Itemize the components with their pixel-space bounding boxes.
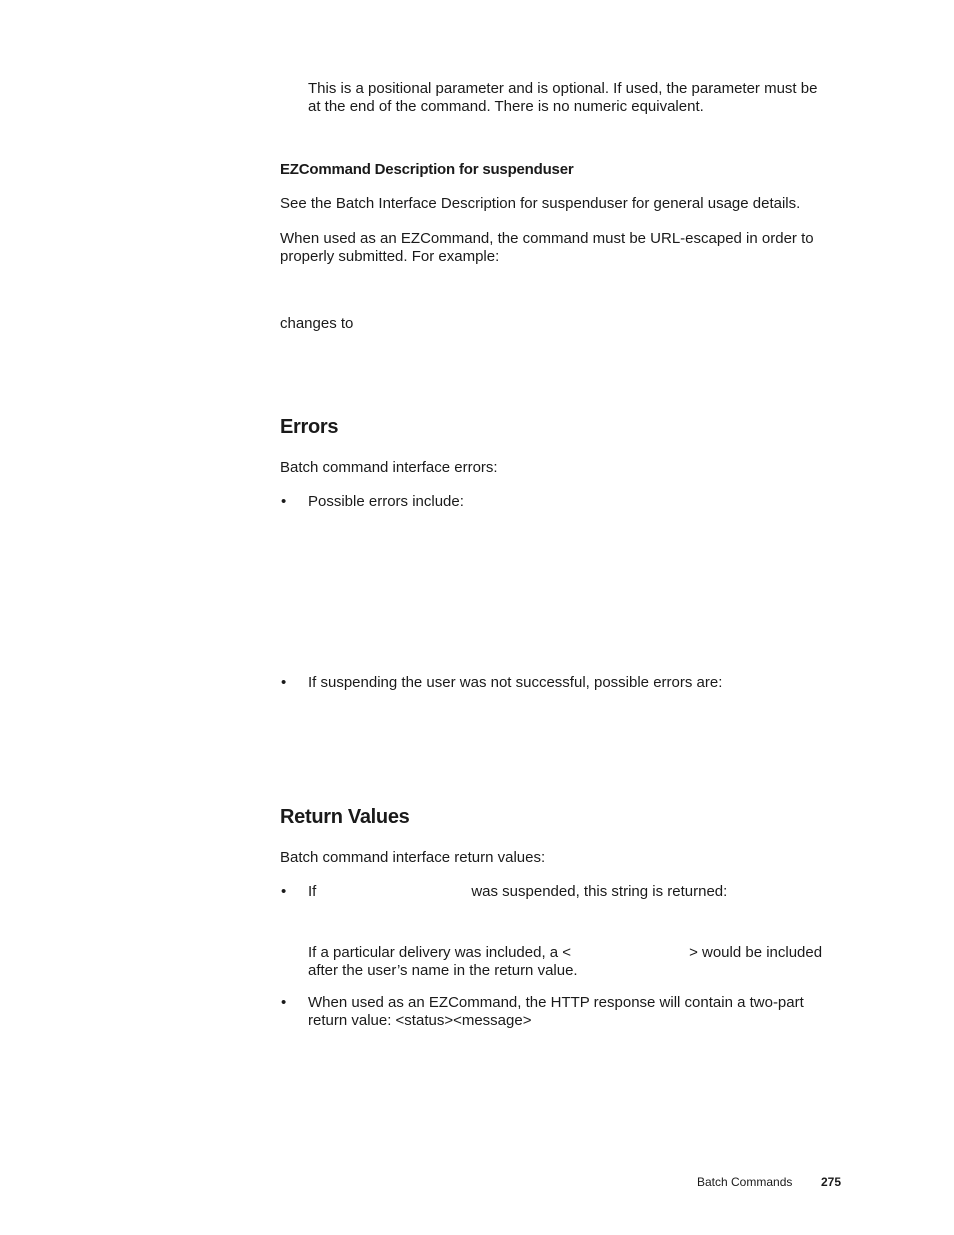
ezcommand-paragraph-2 [280, 230, 845, 266]
errors-bullet-1: • [281, 493, 287, 510]
errors-heading: Errors [280, 416, 339, 438]
errors-intro: Batch command interface errors: [280, 459, 498, 476]
note-line-2: at the end of the command. There is no numeric equivalent. [308, 98, 704, 115]
delivery-note-end: > would be included [689, 944, 823, 961]
return-item-2-line-1: When used as an EZCommand, the HTTP response will contain a two-part [308, 994, 804, 1011]
delivery-note-start: If a particular delivery was included, a < [308, 944, 572, 961]
delivery-note [308, 944, 845, 980]
errors-bullet-2: • [281, 674, 287, 691]
return-bullet-1: • [281, 883, 287, 900]
paragraph-2-line-1: When used as an EZCommand, the command must be URL-escaped in order to [280, 230, 814, 247]
ezcommand-paragraph-1: See the Batch Interface Description for suspenduser for general usage details. [280, 195, 801, 212]
return-item-1-end: was suspended, this string is returned: [471, 883, 728, 900]
return-item-2 [308, 994, 845, 1030]
note-line-1: This is a positional parameter and is optional. If used, the parameter must be [308, 80, 818, 97]
changes-to-text: changes to [280, 315, 354, 332]
errors-item-2: If suspending the user was not successful, possible errors are: [308, 674, 723, 691]
paragraph-2-line-2: properly submitted. For example: [280, 248, 500, 265]
errors-item-1: Possible errors include: [308, 493, 464, 510]
return-values-heading: Return Values [280, 806, 410, 828]
delivery-note-line-2: after the user’s name in the return value. [308, 962, 578, 979]
return-item-1 [308, 883, 845, 901]
return-values-intro: Batch command interface return values: [280, 849, 546, 866]
positional-parameter-note [308, 80, 845, 116]
return-bullet-2: • [281, 994, 287, 1011]
ezcommand-heading: EZCommand Description for suspenduser [280, 161, 574, 178]
page-number: 275 [821, 1175, 842, 1189]
footer-section-name: Batch Commands [697, 1175, 793, 1189]
return-item-1-start: If [308, 883, 317, 900]
return-item-2-line-2: return value: <status><message> [308, 1012, 532, 1029]
delivery-note-line-1 [308, 944, 845, 962]
